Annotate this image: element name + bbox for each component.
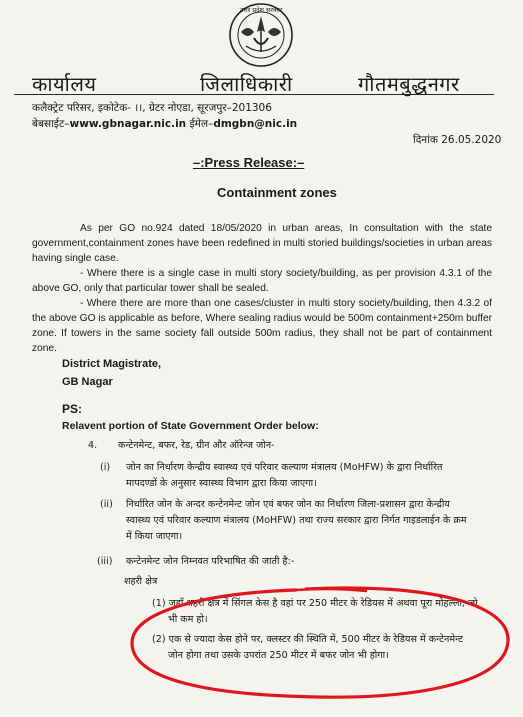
urban-area-label: शहरी क्षेत्र [124,576,158,587]
urban-point-2-line-1: (2) एक से ज्यादा केस होने पर, क्लस्टर की स्थिति में, 500 मीटर के रेडियस में कन्टेनमेन्ट [152,634,463,645]
signatory-place: GB Nagar [62,376,113,388]
website-link[interactable]: www.gbnagar.nic.in [69,118,187,130]
press-release-title: –:Press Release:– [193,155,305,170]
date: दिनांक 26.05.2020 [413,134,502,146]
clause-i-text [126,460,508,492]
subject-heading: Containment zones [217,185,337,200]
urban-point-1-line-1: (1) जहाँ शहरी क्षेत्र में सिंगल केस है वहां पर 250 मीटर के रेडियस में अथवा पूरा मोहल्ला, जो [152,598,478,609]
clause-i-label: (i) [100,462,111,473]
ps-label: PS: [62,402,83,416]
email-link[interactable]: dmgbn@nic.in [213,118,298,130]
ps-intro: Relavent portion of State Government Order below: [62,420,319,432]
website-label: बेबसाईट– [32,118,70,130]
clause-i-line-1: जोन का निर्धारण केन्द्रीय स्वास्थ्य एवं परिवार कल्याण मंत्रालय (MoHFW) के द्वारा निर्धारित [126,462,443,473]
dm-heading: जिलाधिकारी [200,72,293,96]
order-item-number: 4. [88,440,98,451]
clause-ii-text [126,497,508,545]
contact-line [32,117,297,131]
urban-point-1-line-2: भी कम हो। [168,614,208,625]
email-label: ईमेल– [189,118,214,130]
address-line: कलैक्ट्रेट परिसर, इकोटेक- ।।, ग्रेटर नोएडा, सूरजपुर–201306 [32,102,272,114]
clause-ii-line-3: में किया जाएगा। [126,531,183,542]
signatory-title: District Magistrate, [62,358,162,370]
office-heading: कार्यालय [32,72,97,96]
paragraph-cluster-case: - Where there are more than one cases/cluster in multi story society/building, then 4.3.2 of the above GO is applicable as before, Where sealing radius would be 500m containment+250m buffer zone. If towers in the same society fall outside 500m radius, they shall not be part of containment zone. [32,298,492,354]
paragraph-go-924: As per GO no.924 dated 18/05/2020 in urban areas, In consultation with the state government,containment zones have been redefined in multi storied buildings/societies in urban areas having single case. [32,223,492,264]
clause-iii-label: (iii) [97,556,113,567]
clause-ii-line-1: निर्धारित जोन के अन्दर कन्टेनमेन्ट जोन एवं बफर जोन का निर्धारण जिला-प्रशासन द्वारा केन्द्रीय [126,499,450,510]
red-highlight-ellipse [126,583,514,703]
clause-iii-text: कन्टेनमेन्ट जोन निम्नवत परिभाषित की जाती है:- [126,556,295,567]
district-heading: गौतमबुद्धनगर [358,72,460,96]
urban-point-2-line-2: जोन होगा तथा उसके उपरांत 250 मीटर में बफर जोन भी होगा। [168,650,389,661]
clause-ii-line-2: स्वास्थ्य एवं परिवार कल्याण मंत्रालय (MoHFW) तथा राज्य सरकार द्वारा निर्गत गाइडलाईन के क्रम [126,515,467,526]
emblem-text: उत्तर प्रदेश सरकार [239,6,283,14]
paragraph-single-case: - Where there is a single case in multi story society/building, as per provision 4.3.1 of the above GO, only that particular tower shall be sealed. [32,268,492,294]
clause-ii-label: (ii) [100,499,113,510]
header-rule [14,94,494,95]
order-item-title: कन्टेनमेन्ट, बफर, रेड, ग्रीन और ऑरेन्ज जोन- [118,440,275,451]
up-government-emblem [186,2,336,68]
clause-i-line-2: मापदण्डों के अनुसार स्वास्थ्य विभाग द्वारा किया जाएगा। [126,478,317,489]
